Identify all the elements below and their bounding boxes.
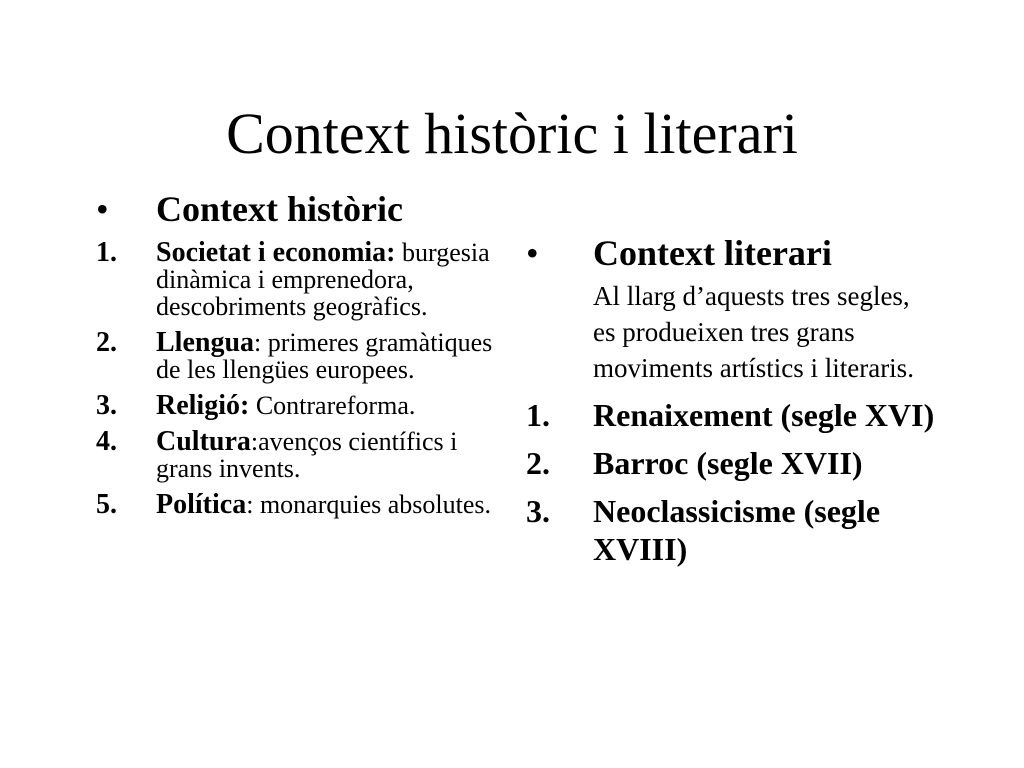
- list-item: [526, 396, 936, 434]
- list-item: [526, 444, 936, 482]
- literary-context-intro: Al llarg d’aquests tres segles, es produeixen tres grans moviments artístics i literaris.: [593, 281, 914, 383]
- item-text: monarquies absolutes.: [259, 490, 492, 519]
- item-text: Neoclassicisme (segle XVIII): [593, 493, 881, 567]
- list-number: 2.: [526, 445, 550, 481]
- item-label: Llengua: [156, 327, 255, 358]
- historical-context-heading-row: [96, 188, 516, 230]
- item-separator: :: [250, 427, 259, 456]
- list-item: [96, 329, 516, 383]
- list-number: 5.: [96, 489, 117, 520]
- list-number: 3.: [96, 390, 117, 421]
- literary-context-heading: Context literari: [593, 233, 832, 273]
- list-number: 1.: [526, 397, 550, 433]
- historical-context-column: [96, 188, 516, 518]
- slide-title: Context històric i literari: [226, 101, 798, 166]
- item-text: Barroc (segle XVII): [593, 445, 863, 481]
- literary-context-heading-row: [526, 232, 936, 274]
- list-item: [96, 428, 516, 482]
- item-text: avenços científics i grans invents.: [156, 427, 458, 483]
- bullet-marker: •: [96, 189, 109, 229]
- literary-context-column: [526, 232, 936, 568]
- list-number: 1.: [96, 237, 117, 268]
- item-text: burgesia dinàmica i emprenedora, descobriments geogràfics.: [156, 238, 490, 321]
- item-label: Cultura: [156, 426, 251, 457]
- list-number: 4.: [96, 426, 117, 457]
- list-item: [526, 492, 936, 568]
- list-number: 2.: [96, 327, 117, 358]
- list-number: 3.: [526, 493, 550, 529]
- list-item: [96, 239, 516, 320]
- item-text: Renaixement (segle XVI): [593, 397, 935, 433]
- item-text: primeres gramàtiques de les llengües europees.: [156, 328, 493, 384]
- item-label: Política: [156, 489, 247, 520]
- historical-context-heading: Context històric: [156, 189, 403, 229]
- list-item: [96, 491, 516, 518]
- item-label: Religió:: [156, 390, 250, 421]
- item-separator: :: [246, 490, 260, 519]
- item-separator: :: [254, 328, 268, 357]
- bullet-marker: •: [526, 233, 539, 273]
- item-label: Societat i economia:: [156, 237, 396, 268]
- item-text: Contrareforma.: [255, 391, 416, 420]
- list-item: [96, 392, 516, 419]
